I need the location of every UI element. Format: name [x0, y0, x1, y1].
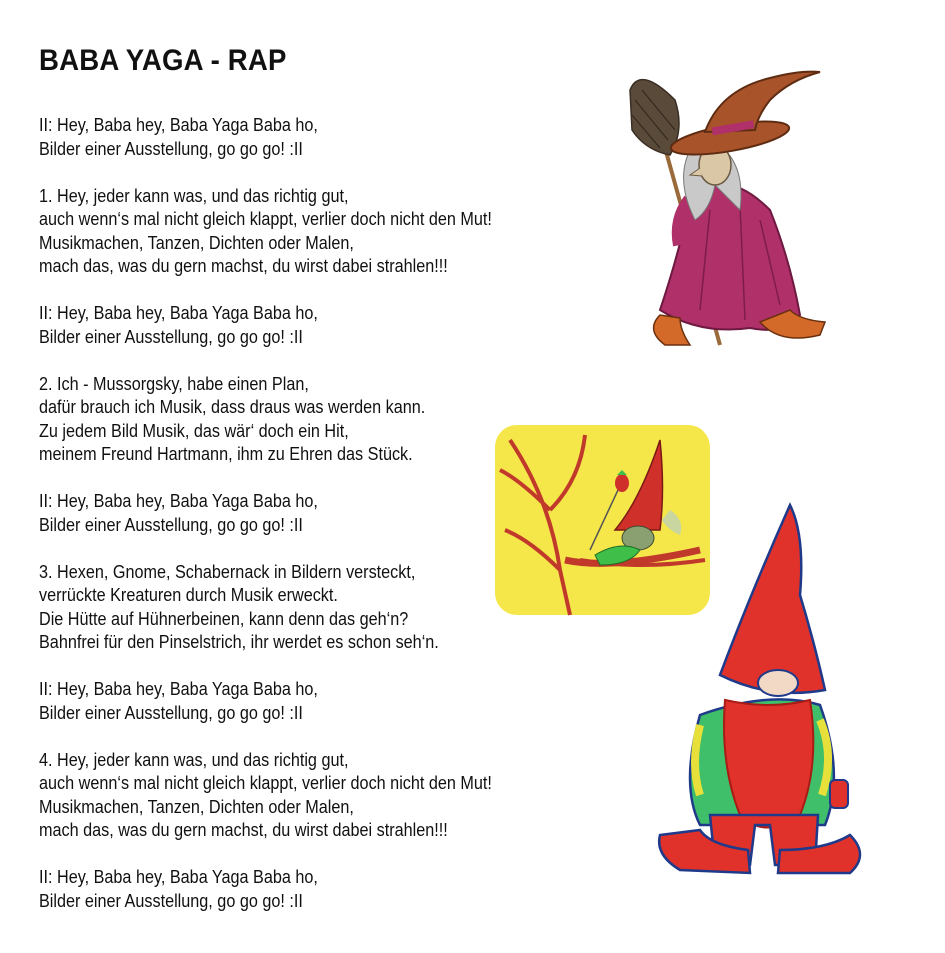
stanza [39, 114, 543, 161]
stanza [39, 302, 543, 349]
red-gnome-illustration [640, 495, 870, 895]
stanza [39, 678, 543, 725]
lyric-line: Bilder einer Ausstellung, go go go! :II [39, 702, 303, 723]
lyric-line: meinem Freund Hartmann, ihm zu Ehren das Stück. [39, 444, 413, 464]
stanza [39, 749, 543, 843]
lyric-line: mach das, was du gern machst, du wirst dabei strahlen!!! [39, 256, 448, 276]
lyric-line: Bilder einer Ausstellung, go go go! :II [39, 890, 303, 911]
lyric-line: 3. Hexen, Gnome, Schabernack in Bildern versteckt, [39, 561, 416, 582]
stanza [39, 185, 543, 279]
page-title: BABA YAGA - RAP [39, 44, 287, 77]
stanza [39, 490, 543, 537]
lyric-line: II: Hey, Baba hey, Baba Yaga Baba ho, [39, 303, 318, 323]
lyric-line: Bilder einer Ausstellung, go go go! :II [39, 326, 303, 347]
lyric-line: Bilder einer Ausstellung, go go go! :II [39, 514, 303, 535]
lyric-line: II: Hey, Baba hey, Baba Yaga Baba ho, [39, 679, 318, 699]
lyric-line: dafür brauch ich Musik, dass draus was werden kann. [39, 397, 426, 417]
lyric-line: Zu jedem Bild Musik, das wär‘ doch ein Hit, [39, 420, 349, 441]
lyric-line: II: Hey, Baba hey, Baba Yaga Baba ho, [39, 115, 318, 135]
baba-yaga-witch-illustration [620, 60, 840, 380]
lyric-line: auch wenn‘s mal nicht gleich klappt, verlier doch nicht den Mut! [39, 773, 492, 793]
lyric-line: Musikmachen, Tanzen, Dichten oder Malen, [39, 232, 354, 253]
lyric-line: 4. Hey, jeder kann was, und das richtig gut, [39, 749, 349, 770]
lyric-line: II: Hey, Baba hey, Baba Yaga Baba ho, [39, 867, 318, 887]
stanza [39, 373, 543, 467]
lyric-line: verrückte Kreaturen durch Musik erweckt. [39, 585, 338, 605]
song-lyrics [39, 114, 543, 937]
stanza [39, 561, 543, 655]
lyric-line: auch wenn‘s mal nicht gleich klappt, verlier doch nicht den Mut! [39, 209, 492, 229]
lyric-line: Musikmachen, Tanzen, Dichten oder Malen, [39, 796, 354, 817]
lyric-line: mach das, was du gern machst, du wirst dabei strahlen!!! [39, 820, 448, 840]
lyric-line: 1. Hey, jeder kann was, und das richtig gut, [39, 185, 349, 206]
lyric-line: Die Hütte auf Hühnerbeinen, kann denn das geh‘n? [39, 608, 409, 629]
lyric-line: II: Hey, Baba hey, Baba Yaga Baba ho, [39, 491, 318, 511]
lyric-line: Bilder einer Ausstellung, go go go! :II [39, 138, 303, 159]
lyric-line: 2. Ich - Mussorgsky, habe einen Plan, [39, 373, 309, 394]
stanza [39, 866, 543, 913]
lyric-line: Bahnfrei für den Pinselstrich, ihr werdet es schon seh‘n. [39, 632, 439, 652]
